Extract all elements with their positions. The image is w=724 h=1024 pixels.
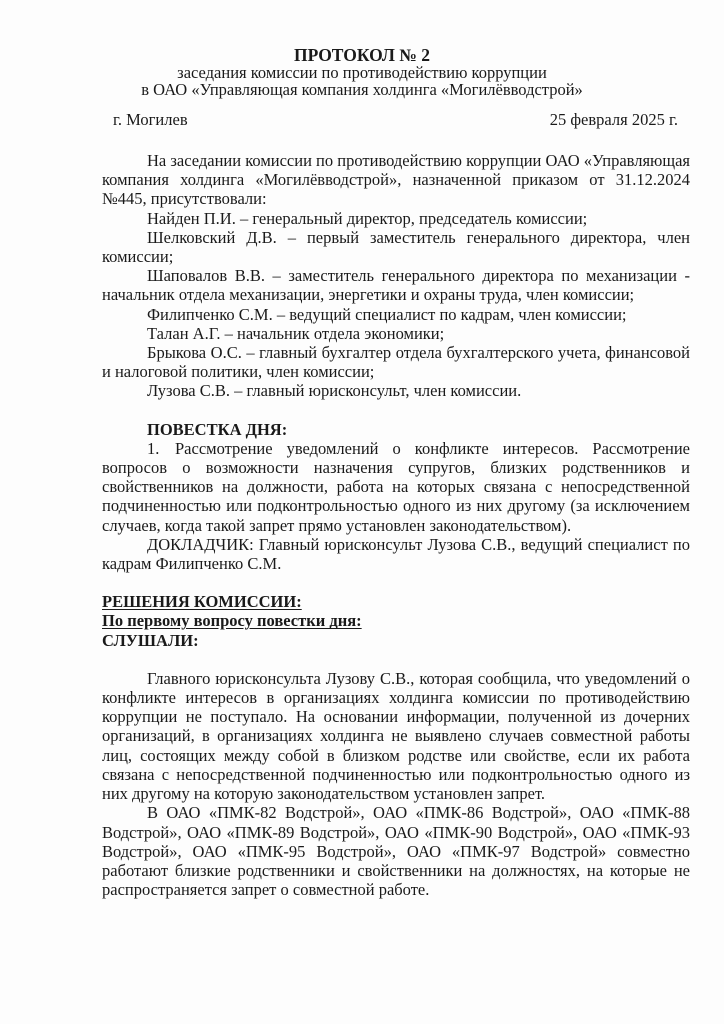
attendee-item: Брыкова О.С. – главный бухгалтер отдела бухгалтерского учета, финансовой и налоговой политики, член комиссии; bbox=[102, 343, 690, 382]
agenda-speaker: ДОКЛАДЧИК: Главный юрисконсульт Лузова С.В., ведущий специалист по кадрам Филипченко С.М. bbox=[102, 534, 690, 574]
agenda-section bbox=[102, 420, 690, 574]
agenda-item bbox=[102, 439, 690, 535]
agenda-heading: ПОВЕСТКА ДНЯ: bbox=[147, 419, 288, 439]
heard-paragraph: Главного юрисконсульта Лузову С.В., которая сообщила, что уведомлений о конфликте интересов в организациях холдинга комиссии по противодействию коррупции не поступало. На основании информации, полученной из дочерних организаций, в организациях холдинга не выявлено случаев совместной работы лиц, состоящих между собой в близком родстве или свойстве, если их работа связана с непосредственной подчиненностью или подконтрольностью одного из них другому на которую законодательством установлен запрет. bbox=[102, 668, 690, 804]
attendee-item: Филипченко С.М. – ведущий специалист по кадрам, член комиссии; bbox=[147, 304, 627, 324]
protocol-title: ПРОТОКОЛ № 2 bbox=[294, 45, 430, 65]
decisions-heading: РЕШЕНИЯ КОМИССИИ: bbox=[102, 592, 302, 612]
protocol-subtitle-line1: заседания комиссии по противодействию коррупции bbox=[177, 63, 547, 82]
intro-paragraph: На заседании комиссии по противодействию коррупции ОАО «Управляющая компания холдинга «Могилёвводстрой», назначенной приказом от 31.12.2024 №445, присутствовали: bbox=[102, 151, 690, 209]
date: 25 февраля 2025 г. bbox=[549, 110, 678, 129]
protocol-header bbox=[0, 46, 724, 98]
decisions-body bbox=[102, 669, 690, 899]
decisions-subheading: По первому вопросу повестки дня: bbox=[102, 611, 362, 631]
attendee-item: Лузова С.В. – главный юрисконсульт, член комиссии. bbox=[147, 381, 522, 401]
decisions-headings bbox=[102, 592, 690, 650]
joint-work-paragraph: В ОАО «ПМК-82 Водстрой», ОАО «ПМК-86 Водстрой», ОАО «ПМК-88 Водстрой», ОАО «ПМК-89 Водстрой», ОАО «ПМК-90 Водстрой», ОАО «ПМК-93 Водстрой», ОАО «ПМК-95 Водстрой», ОАО «ПМК-97 Водстрой» совместно работают близкие родственники и свойственники на должностях, на которые не распространяется запрет о совместной работе. bbox=[102, 803, 690, 900]
attendee-item: Талан А.Г. – начальник отдела экономики; bbox=[147, 323, 445, 343]
attendee-item: Шелковский Д.В. – первый заместитель генерального директора, член комиссии; bbox=[102, 227, 690, 267]
attendee-item: Найден П.И. – генеральный директор, председатель комиссии; bbox=[147, 208, 588, 228]
city: г. Могилев bbox=[113, 110, 188, 129]
agenda-item-number: 1. bbox=[147, 438, 160, 458]
protocol-subtitle-line2: в ОАО «Управляющая компания холдинга «Могилёвводстрой» bbox=[141, 80, 583, 99]
heard-label: СЛУШАЛИ: bbox=[102, 630, 199, 650]
agenda-item-text: Рассмотрение уведомлений о конфликте интересов. Рассмотрение вопросов о возможности назначения супругов, близких родственников и свойственников на должности, работа на которых связана с непосредственной подчиненностью или подконтрольностью одного из них другому (за исключением случаев, когда такой запрет прямо установлен законодательством). bbox=[102, 438, 690, 535]
place-date-row bbox=[113, 110, 678, 129]
attendee-item: Шаповалов В.В. – заместитель генерального директора по механизации - начальник отдела механизации, энергетики и охраны труда, член комиссии; bbox=[102, 266, 690, 305]
attendance-section bbox=[102, 151, 690, 401]
